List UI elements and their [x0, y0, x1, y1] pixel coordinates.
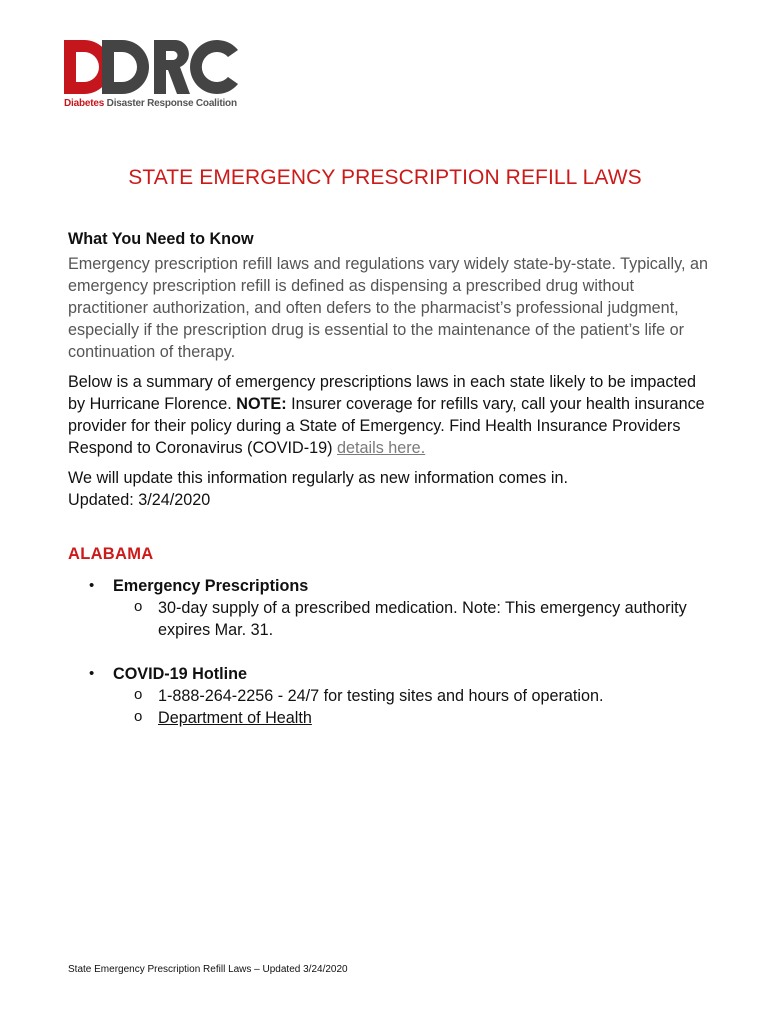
emergency-supply-text: 30-day supply of a prescribed medication. Note: This emergency authority expires Mar. 31. — [158, 599, 687, 639]
sub-bullet-icon: o — [134, 598, 143, 615]
page-footer: State Emergency Prescription Refill Laws – Updated 3/24/2020 — [68, 964, 348, 975]
note-label: NOTE: — [236, 395, 287, 413]
ddrc-logo-mark — [62, 36, 242, 98]
list-item — [113, 707, 708, 729]
sub-bullet-icon: o — [134, 708, 143, 725]
what-you-need-heading: What You Need to Know — [68, 230, 254, 248]
section-title-covid-hotline: COVID-19 Hotline — [113, 665, 248, 683]
update-line: We will update this information regularly as new information comes in. — [68, 469, 568, 487]
update-paragraph — [68, 467, 708, 511]
list-item — [68, 663, 708, 729]
hotline-text: 1-888-264-2256 - 24/7 for testing sites and hours of operation. — [158, 687, 604, 705]
sub-bullet-icon: o — [134, 686, 143, 703]
state-sections-list — [68, 575, 708, 729]
logo-tagline: Diabetes Disaster Response Coalition — [64, 98, 237, 109]
list-item — [113, 685, 708, 707]
document-body — [68, 228, 708, 751]
summary-paragraph: Below is a summary of emergency prescriptions laws in each state likely to be impacted by Hurricane Florence. NOTE: Insurer coverage for refills vary, call your health insurance provider for their policy during a State of Emergency. Find Health Insurance Providers Respond to Coronavirus (COVID-19) details here. — [68, 373, 705, 457]
updated-date: Updated: 3/24/2020 — [68, 491, 211, 509]
list-item — [113, 597, 708, 641]
page-title: STATE EMERGENCY PRESCRIPTION REFILL LAWS — [128, 166, 642, 189]
section-title-emergency-prescriptions: Emergency Prescriptions — [113, 577, 309, 595]
intro-paragraph: Emergency prescription refill laws and regulations vary widely state-by-state. Typically, an emergency prescription refill is defined as dispensing a prescribed drug without practitioner authorization, and often defers to the pharmacist’s professional judgment, especially if the prescription drug is essential to the maintenance of the patient’s life or continuation of therapy. — [68, 255, 708, 361]
ddrc-logo — [62, 36, 252, 116]
state-heading-alabama: ALABAMA — [68, 545, 154, 563]
list-item — [68, 575, 708, 641]
details-here-link[interactable]: details here. — [337, 439, 426, 457]
bullet-icon: • — [89, 577, 95, 594]
department-of-health-link[interactable]: Department of Health — [158, 709, 312, 727]
bullet-icon: • — [89, 665, 95, 682]
